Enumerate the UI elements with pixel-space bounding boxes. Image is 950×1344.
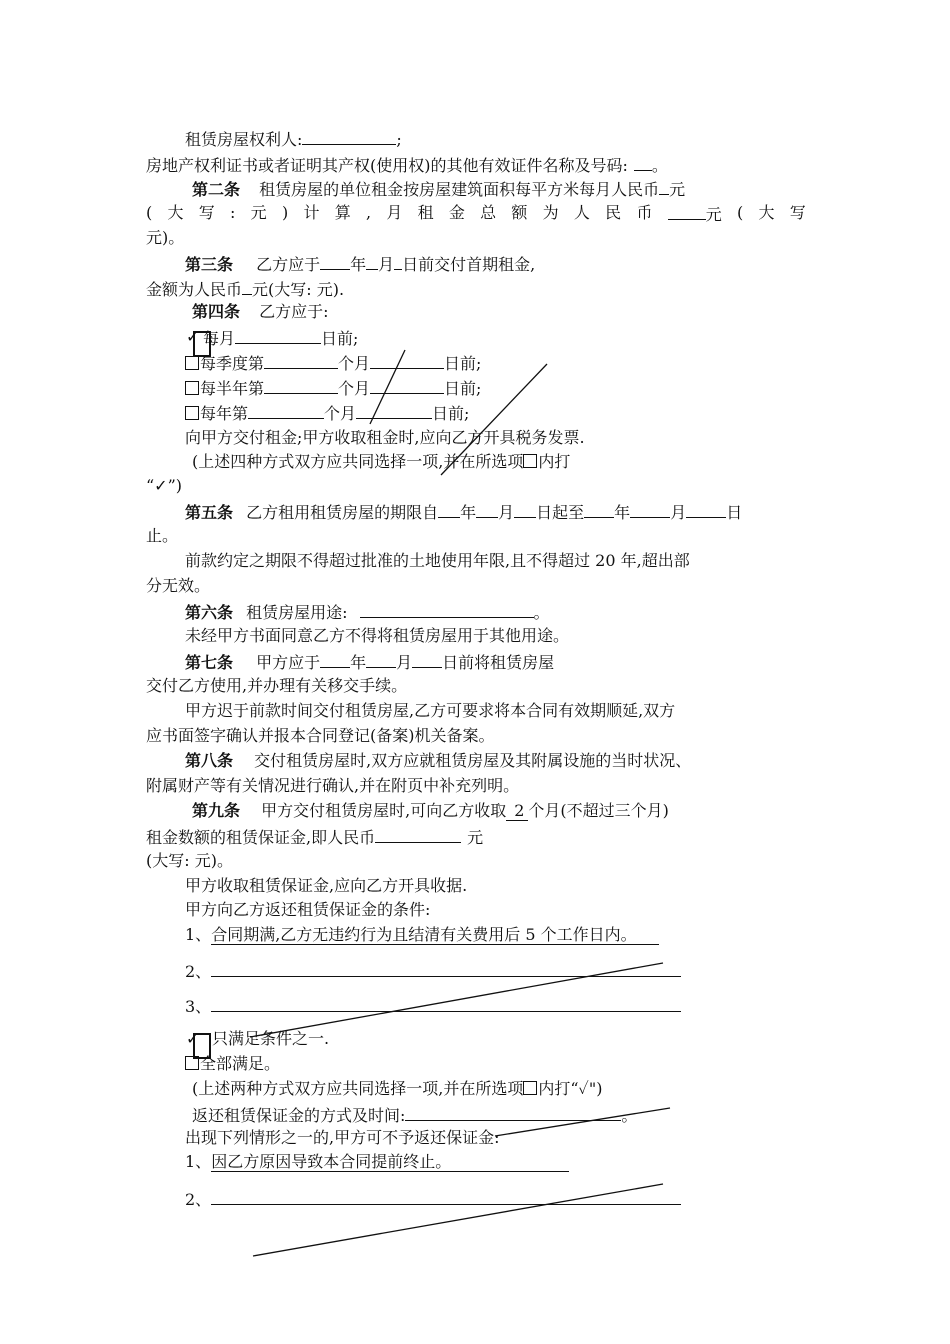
no-refund-line: 出现下列情形之一的,甲方可不予返还保证金:: [185, 1128, 500, 1147]
no-refund-1: 1、因乙方原因导致本合同提前终止。: [185, 1152, 569, 1172]
refund-way-line: 返还租赁保证金的方式及时间: 。: [192, 1106, 638, 1125]
article-8-line-2: 附属财产等有关情况进行确认,并在附页中补充列明。: [146, 776, 520, 795]
owner-line: 租赁房屋权利人: ;: [185, 130, 402, 149]
condition-1: 1、合同期满,乙方无违约行为且结清有关费用后 5 个工作日内。: [185, 925, 659, 945]
delay-line: 甲方迟于前款时间交付租赁房屋,乙方可要求将本合同有效期顺延,双方: [185, 701, 676, 720]
article-6-title: 第六条: [185, 603, 234, 622]
article-7-title: 第七条: [185, 653, 234, 672]
strike-line: [370, 350, 405, 424]
article-9-line-3: (大写: 元)。: [146, 851, 233, 870]
condition-2: 2、: [185, 960, 681, 982]
article-2-line-2: ( 大 写 : 元 ) 计 算 , 月 租 金 总 额 为 人 民 币 元 ( 大 写: [146, 203, 806, 224]
article-8-line: 第八条 交付租赁房屋时,双方应就租赁房屋及其附属设施的当时状况、: [185, 751, 692, 770]
choose-note-3: (上述两种方式双方应共同选择一项,并在所选项 内打“✓"): [192, 1079, 603, 1098]
strike-line: [441, 364, 547, 475]
article-9-line: 第九条 甲方交付租赁房屋时,可向乙方收取 2 个月(不超过三个月): [192, 801, 669, 820]
option-yearly: 每年第 个月 日前;: [185, 402, 469, 424]
receipt-line: 甲方收取租赁保证金,应向乙方开具收据.: [185, 876, 468, 895]
strike-line: [495, 1108, 670, 1136]
article-6-line: 第六条 租赁房屋用途: 。: [185, 603, 550, 622]
article-7-line: 第七条 甲方应于 年 月 日前将租赁房屋: [185, 653, 555, 672]
article-5-title: 第五条: [185, 503, 234, 522]
refund-cond-line: 甲方向乙方返还租赁保证金的条件:: [185, 900, 431, 919]
check-mark-icon: ✓: [186, 327, 200, 346]
article-3-title: 第三条: [185, 255, 234, 274]
article-9-line-2: 租金数额的租赁保证金,即人民币 元: [146, 828, 484, 847]
a9-months-value[interactable]: 2: [506, 801, 528, 821]
choose-note: (上述四种方式双方应共同选择一项,并在所选项 内打: [192, 452, 571, 471]
limit-line: 前款约定之期限不得超过批准的土地使用年限,且不得超过 20 年,超出部: [185, 551, 690, 570]
choose-note-2: “✓”): [146, 476, 183, 495]
article-2-line-3: 元)。: [146, 228, 185, 247]
article-6-line-2: 未经甲方书面同意乙方不得将租赁房屋用于其他用途。: [185, 626, 570, 645]
article-7-line-2: 交付乙方使用,并办理有关移交手续。: [146, 676, 408, 695]
condition-3: 3、: [185, 995, 681, 1017]
option-monthly: 每月 日前;: [203, 329, 359, 348]
pay-line: 向甲方交付租金;甲方收取租金时,应向乙方开具税务发票.: [185, 428, 585, 447]
article-4-title: 第四条: [192, 302, 241, 321]
article-5-line: 第五条 乙方租用租赁房屋的期限自 年 月 日起至 年 月 日: [185, 503, 743, 522]
meet-all-option: 全部满足。: [185, 1054, 280, 1074]
strike-line: [253, 1184, 663, 1256]
strike-line: [250, 963, 663, 1037]
limit-line-2: 分无效。: [146, 576, 211, 595]
article-3-line: 第三条 乙方应于 年 月 日前交付首期租金,: [185, 255, 536, 274]
cert-line: 房地产权利证书或者证明其产权(使用权)的其他有效证件名称及号码: 。: [146, 156, 668, 175]
option-quarterly: 每季度第 个月 日前;: [185, 352, 481, 374]
article-4-line: 第四条 乙方应于:: [192, 302, 329, 321]
article-9-title: 第九条: [192, 801, 241, 820]
meet-one-option: 只满足条件之一.: [212, 1029, 330, 1048]
delay-line-2: 应书面签字确认并报本合同登记(备案)机关备案。: [146, 726, 495, 745]
check-mark-icon: ✓: [186, 1029, 200, 1048]
article-2-title: 第二条: [192, 180, 241, 199]
article-8-title: 第八条: [185, 751, 234, 770]
article-5-line-2: 止。: [146, 526, 179, 545]
no-refund-2: 2、: [185, 1188, 681, 1210]
article-3-line-2: 金额为人民币 元(大写: 元).: [146, 280, 345, 299]
option-half-year: 每半年第 个月 日前;: [185, 377, 481, 399]
article-2-line: 第二条 租赁房屋的单位租金按房屋建筑面积每平方米每月人民币 元: [192, 180, 686, 199]
